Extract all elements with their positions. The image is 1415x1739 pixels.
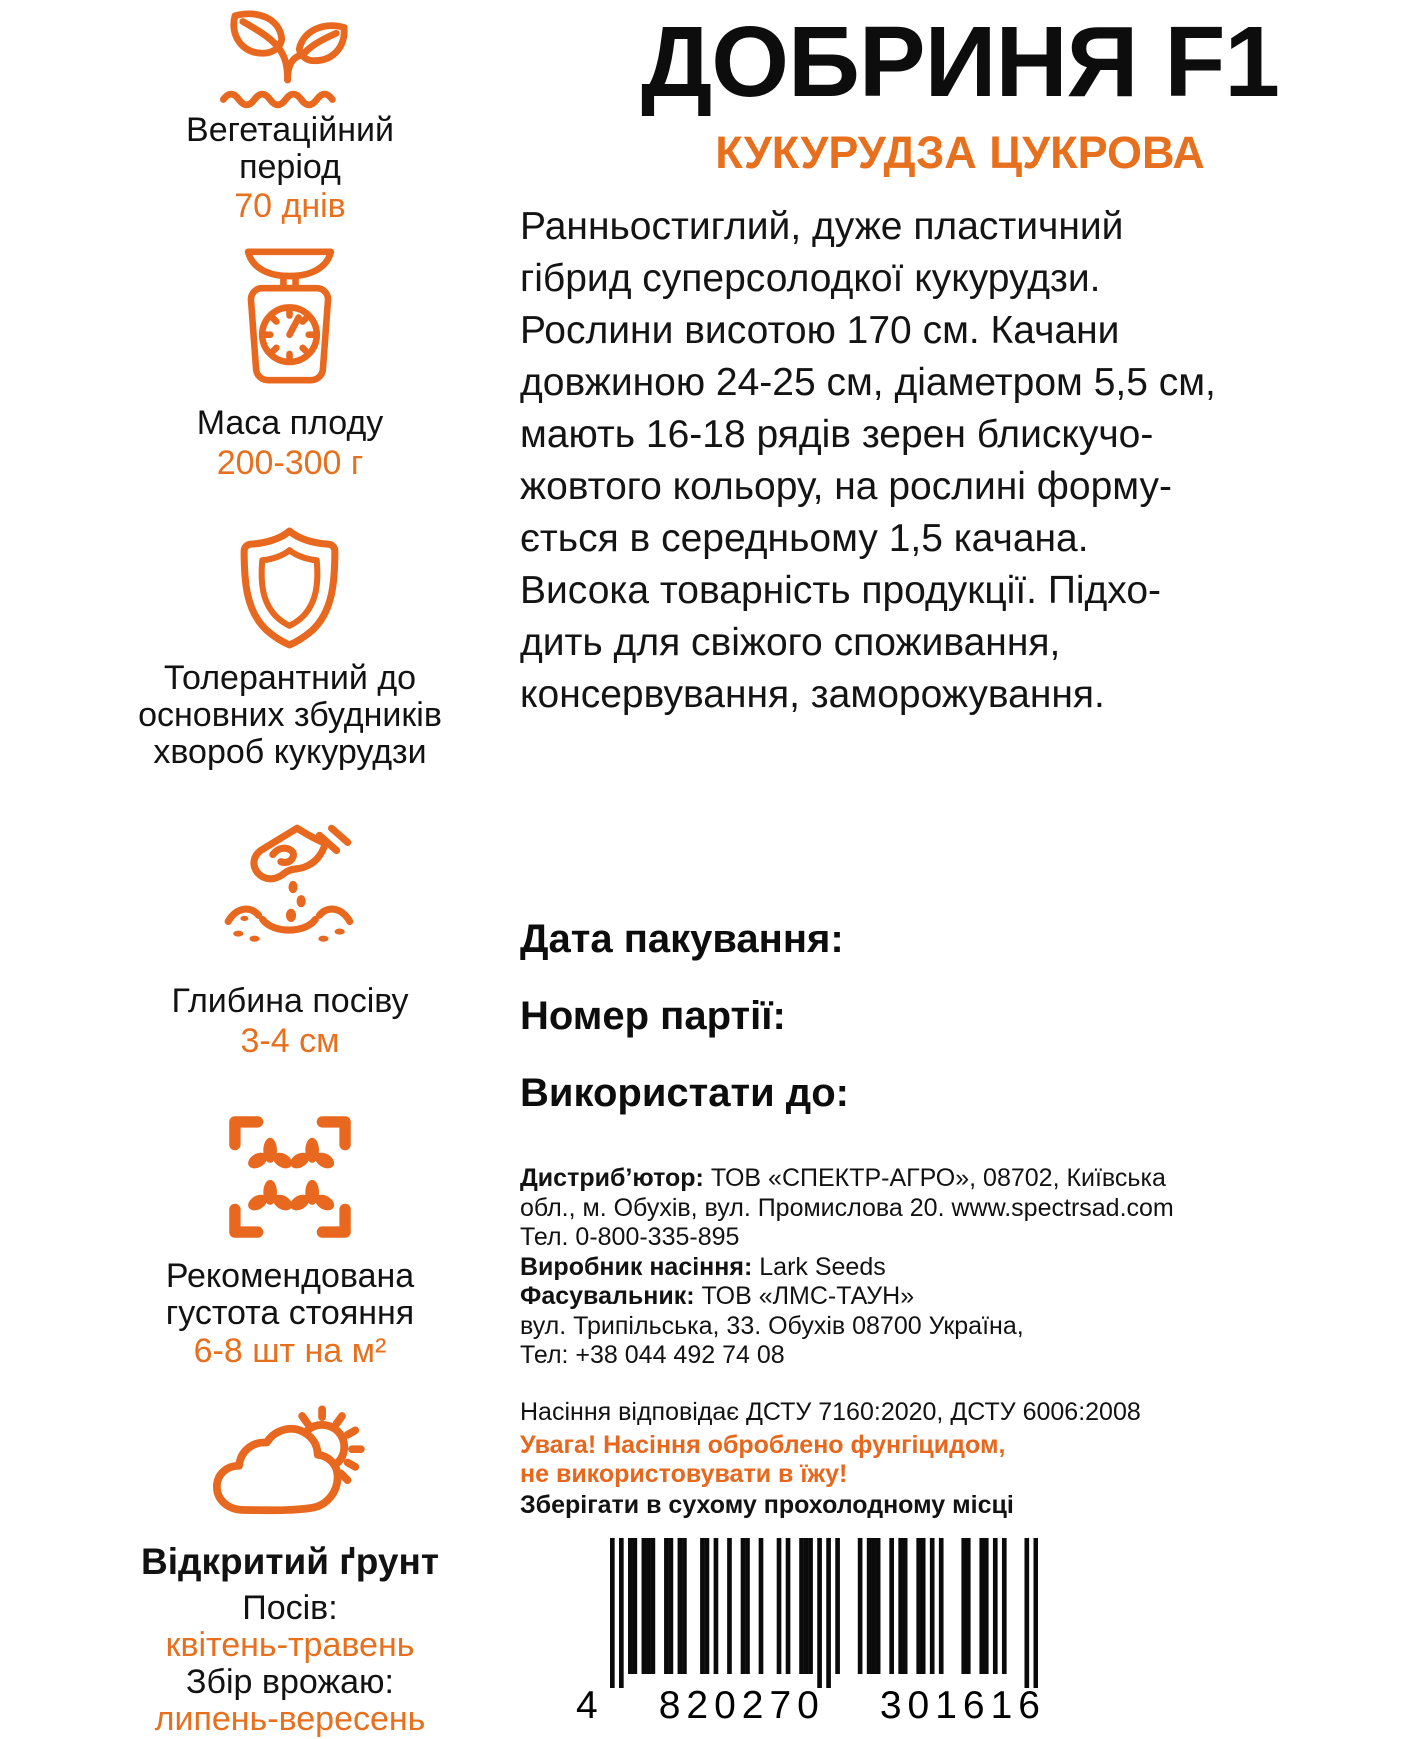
- sowing-hand-icon: [70, 810, 510, 962]
- crop-subtitle: КУКУРУДЗА ЦУКРОВА: [715, 127, 1205, 178]
- vegetation-period-value: 70 днів: [234, 187, 346, 225]
- fruit-mass-value: 200-300 г: [216, 444, 364, 482]
- density-icon: [70, 1106, 510, 1248]
- sprout-icon: [70, 6, 510, 116]
- variety-description: Ранньостиглий, дуже пластичний гібрид суперсолодкої кукурудзи. Рослини висотою 170 см. Качани довжиною 24-25 см, діаметром 5,5 см, мають 16-18 рядів зерен блискучо- жовтого кольору, на рослині форму- ється в середньому 1,5 качана. Висока товарність продукції. Підхо- дить для свіжого споживання, консервування, заморожування.: [520, 205, 1216, 716]
- barcode-digits: 4 820270 301616: [576, 1684, 1046, 1727]
- harvest-time-value: липень-вересень: [154, 1700, 426, 1738]
- plant-density-value: 6-8 шт на м²: [193, 1332, 387, 1370]
- disease-tolerance-label: Толерантний до основних збудників хвороб кукурудзи: [138, 659, 442, 771]
- scale-icon: [70, 246, 510, 386]
- barcode: [610, 1538, 1038, 1688]
- fungicide-warning: Увага! Насіння оброблено фунгіцидом, не використовувати в їжу!: [520, 1431, 1006, 1488]
- sowing-time-label: Посів:: [242, 1589, 338, 1627]
- fruit-mass-label: Маса плоду: [196, 404, 384, 442]
- distributor-info: Дистриб’ютор: ТОВ «СПЕКТР-АГРО», 08702, Київська обл., м. Обухів, вул. Промислова 20. www.spectrsad.com Тел. 0-800-335-895 Виробник насіння: Lark Seeds Фасувальник: ТОВ «ЛМС-ТАУН» вул. Трипільська, 33. Обухів 08700 Україна, Тел: +38 044 492 74 08: [520, 1164, 1174, 1369]
- sowing-time-value: квітень-травень: [165, 1626, 415, 1664]
- batch-number-label: Номер партії:: [520, 994, 786, 1038]
- sowing-depth-label: Глибина посіву: [171, 982, 409, 1020]
- variety-title: ДОБРИНЯ F1: [640, 6, 1280, 118]
- cloud-sun-icon: [70, 1400, 510, 1536]
- packing-date-label: Дата пакування:: [520, 917, 844, 961]
- harvest-time-label: Збір врожаю:: [185, 1663, 395, 1701]
- compliance-note: Насіння відповідає ДСТУ 7160:2020, ДСТУ 6006:2008: [520, 1398, 1141, 1426]
- use-by-label: Використати до:: [520, 1071, 849, 1115]
- plant-density-label: Рекомендована густота стояння: [165, 1257, 415, 1332]
- storage-note: Зберігати в сухому прохолодному місці: [520, 1491, 1014, 1519]
- open-ground-label: Відкритий ґрунт: [141, 1541, 439, 1582]
- vegetation-period-label: Вегетаційний період: [186, 111, 394, 186]
- sowing-depth-value: 3-4 см: [240, 1022, 340, 1060]
- shield-icon: [70, 526, 510, 652]
